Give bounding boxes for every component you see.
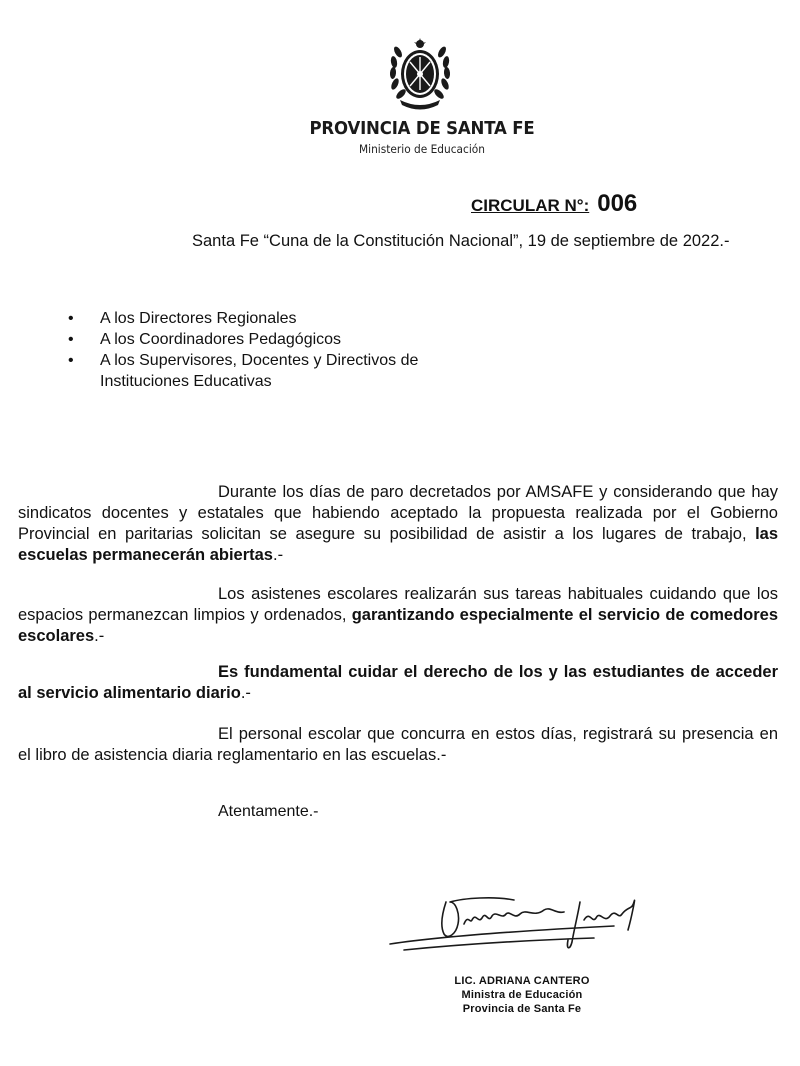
signature-block [422,974,622,1016]
paragraph-schools-open [18,482,778,566]
list-item: • A los Directores Regionales [64,308,430,329]
list-item: • A los Coordinadores Pedagógicos [64,329,430,350]
signatory-title: Ministra de Educación [461,989,583,1001]
closing: Atentamente.- [218,803,319,820]
paragraph-food-service [18,662,778,704]
circular-heading [471,190,637,218]
paragraph-text: Durante los días de paro decretados por AMSAFE y considerando que hay sindicatos docentes y estatales que habiendo aceptado la propuesta realizada por el Gobierno Provincial en paritarias solicitan se asegure su posibilidad de asistir a los lugares de trabajo, [18,483,778,543]
circular-label: CIRCULAR N°: [471,196,590,215]
paragraph-attendance [18,724,778,766]
signatory-name: LIC. ADRIANA CANTERO [454,975,590,987]
ministry-subtitle: Ministerio de Educación [359,142,485,156]
recipient-list [64,308,430,392]
paragraph-text: El personal escolar que concurra en estos días, registrará su presencia en el libro de asistencia diaria reglamentario en las escuelas.- [18,725,778,764]
paragraph-bold: Es fundamental cuidar el derecho de los y las estudiantes de acceder al servicio alimentario diario [18,663,778,702]
provincial-coat-of-arms-icon [388,38,452,112]
circular-number: 006 [597,190,638,217]
paragraph-end: .- [94,627,105,645]
date-line: Santa Fe “Cuna de la Constitución Nacional”, 19 de septiembre de 2022.- [192,232,730,250]
signatory-org: Provincia de Santa Fe [462,1003,582,1015]
province-title: PROVINCIA DE SANTA FE [309,118,535,139]
handwritten-signature-icon [384,880,674,960]
paragraph-school-assistants [18,584,778,647]
paragraph-end: .- [240,684,251,702]
list-item: • A los Supervisores, Docentes y Directivos de Instituciones Educativas [64,350,430,392]
paragraph-text: Los asistenes escolares realizarán sus tareas habituales cuidando que los espacios permanezcan limpios y ordenados, [18,585,778,624]
paragraph-bold: las escuelas permanecerán abiertas [18,525,778,564]
paragraph-end: .- [273,546,284,564]
paragraph-bold: garantizando especialmente el servicio de comedores escolares [18,606,778,645]
